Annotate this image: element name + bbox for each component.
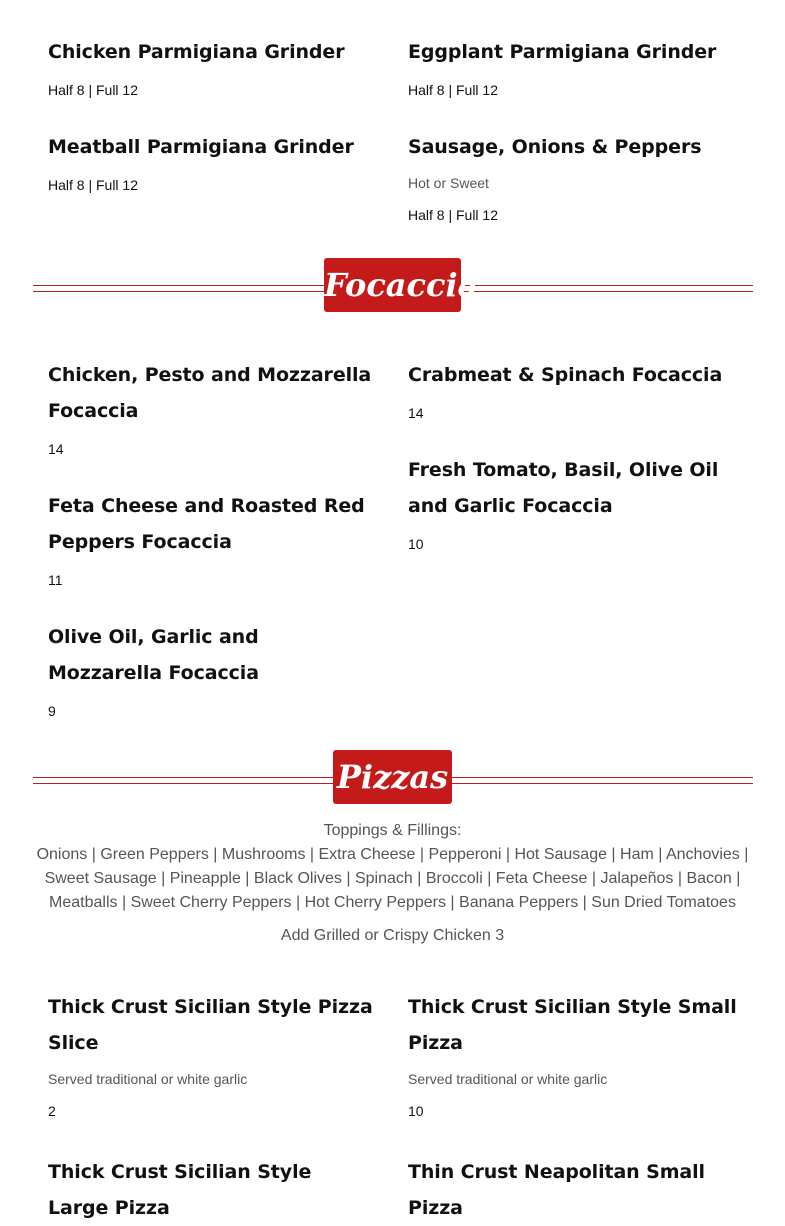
menu-item <box>408 989 738 1119</box>
toppings-label: Toppings & Fillings: <box>323 822 462 839</box>
menu-item-description: Served traditional or white garlic <box>408 1071 608 1087</box>
menu-item <box>408 1154 738 1226</box>
menu-item <box>48 357 378 457</box>
menu-item <box>48 619 378 719</box>
menu-item-name: Thin Crust Neapolitan Small Pizza <box>408 1161 705 1219</box>
menu-item <box>48 129 378 193</box>
menu-item-description: Served traditional or white garlic <box>48 1071 248 1087</box>
menu-item <box>48 989 378 1119</box>
section-title-pizzas: Pizzas <box>333 750 452 804</box>
menu-item <box>408 129 738 223</box>
menu-item <box>408 34 738 98</box>
menu-item-price: Half 8 | Full 12 <box>48 82 139 98</box>
menu-item-name: Chicken Parmigiana Grinder <box>48 41 345 63</box>
menu-item-price: 14 <box>48 441 64 457</box>
menu-item <box>48 488 378 588</box>
menu-item <box>48 1154 378 1226</box>
menu-item-price: 10 <box>408 1103 424 1119</box>
toppings-list: Onions | Green Peppers | Mushrooms | Extra Cheese | Pepperoni | Hot Sausage | Ham | Anchovies | Sweet Sausage | Pineapple | Black Olives | Spinach | Broccoli | Feta Cheese | Jalapeños | Bacon | Meatballs | Sweet Cherry Peppers | Hot Cherry Peppers | Banana Peppers | Sun Dried Tomatoes <box>36 846 749 911</box>
section-title-focaccia: Focaccia <box>324 258 461 312</box>
menu-item-price: 10 <box>408 536 424 552</box>
menu-item-price: 11 <box>48 572 63 588</box>
menu-item-price: Half 8 | Full 12 <box>408 207 499 223</box>
menu-item-name: Thick Crust Sicilian Style Small Pizza <box>408 996 737 1054</box>
menu-item <box>408 452 738 552</box>
menu-item-name: Fresh Tomato, Basil, Olive Oil and Garlic Focaccia <box>408 459 719 517</box>
menu-item-name: Meatball Parmigiana Grinder <box>48 136 354 158</box>
menu-item-price: Half 8 | Full 12 <box>48 177 139 193</box>
menu-item-name: Thick Crust Sicilian Style Pizza Slice <box>48 996 373 1054</box>
toppings-block <box>25 819 760 915</box>
menu-item <box>48 34 378 98</box>
menu-item-name: Crabmeat & Spinach Focaccia <box>408 364 723 386</box>
menu-item-name: Sausage, Onions & Peppers <box>408 136 702 158</box>
menu-item <box>408 357 738 421</box>
menu-item-name: Feta Cheese and Roasted Red Peppers Focaccia <box>48 495 365 553</box>
menu-item-price: 14 <box>408 405 424 421</box>
menu-item-name: Thick Crust Sicilian Style Large Pizza <box>48 1161 312 1219</box>
menu-item-price: 9 <box>48 703 56 719</box>
menu-item-name: Eggplant Parmigiana Grinder <box>408 41 717 63</box>
menu-item-price: Half 8 | Full 12 <box>408 82 499 98</box>
menu-item-description: Hot or Sweet <box>408 175 489 191</box>
add-chicken-note: Add Grilled or Crispy Chicken 3 <box>280 927 505 944</box>
menu-item-name: Chicken, Pesto and Mozzarella Focaccia <box>48 364 372 422</box>
menu-item-name: Olive Oil, Garlic and Mozzarella Focaccia <box>48 626 259 684</box>
menu-item-price: 2 <box>48 1103 56 1119</box>
